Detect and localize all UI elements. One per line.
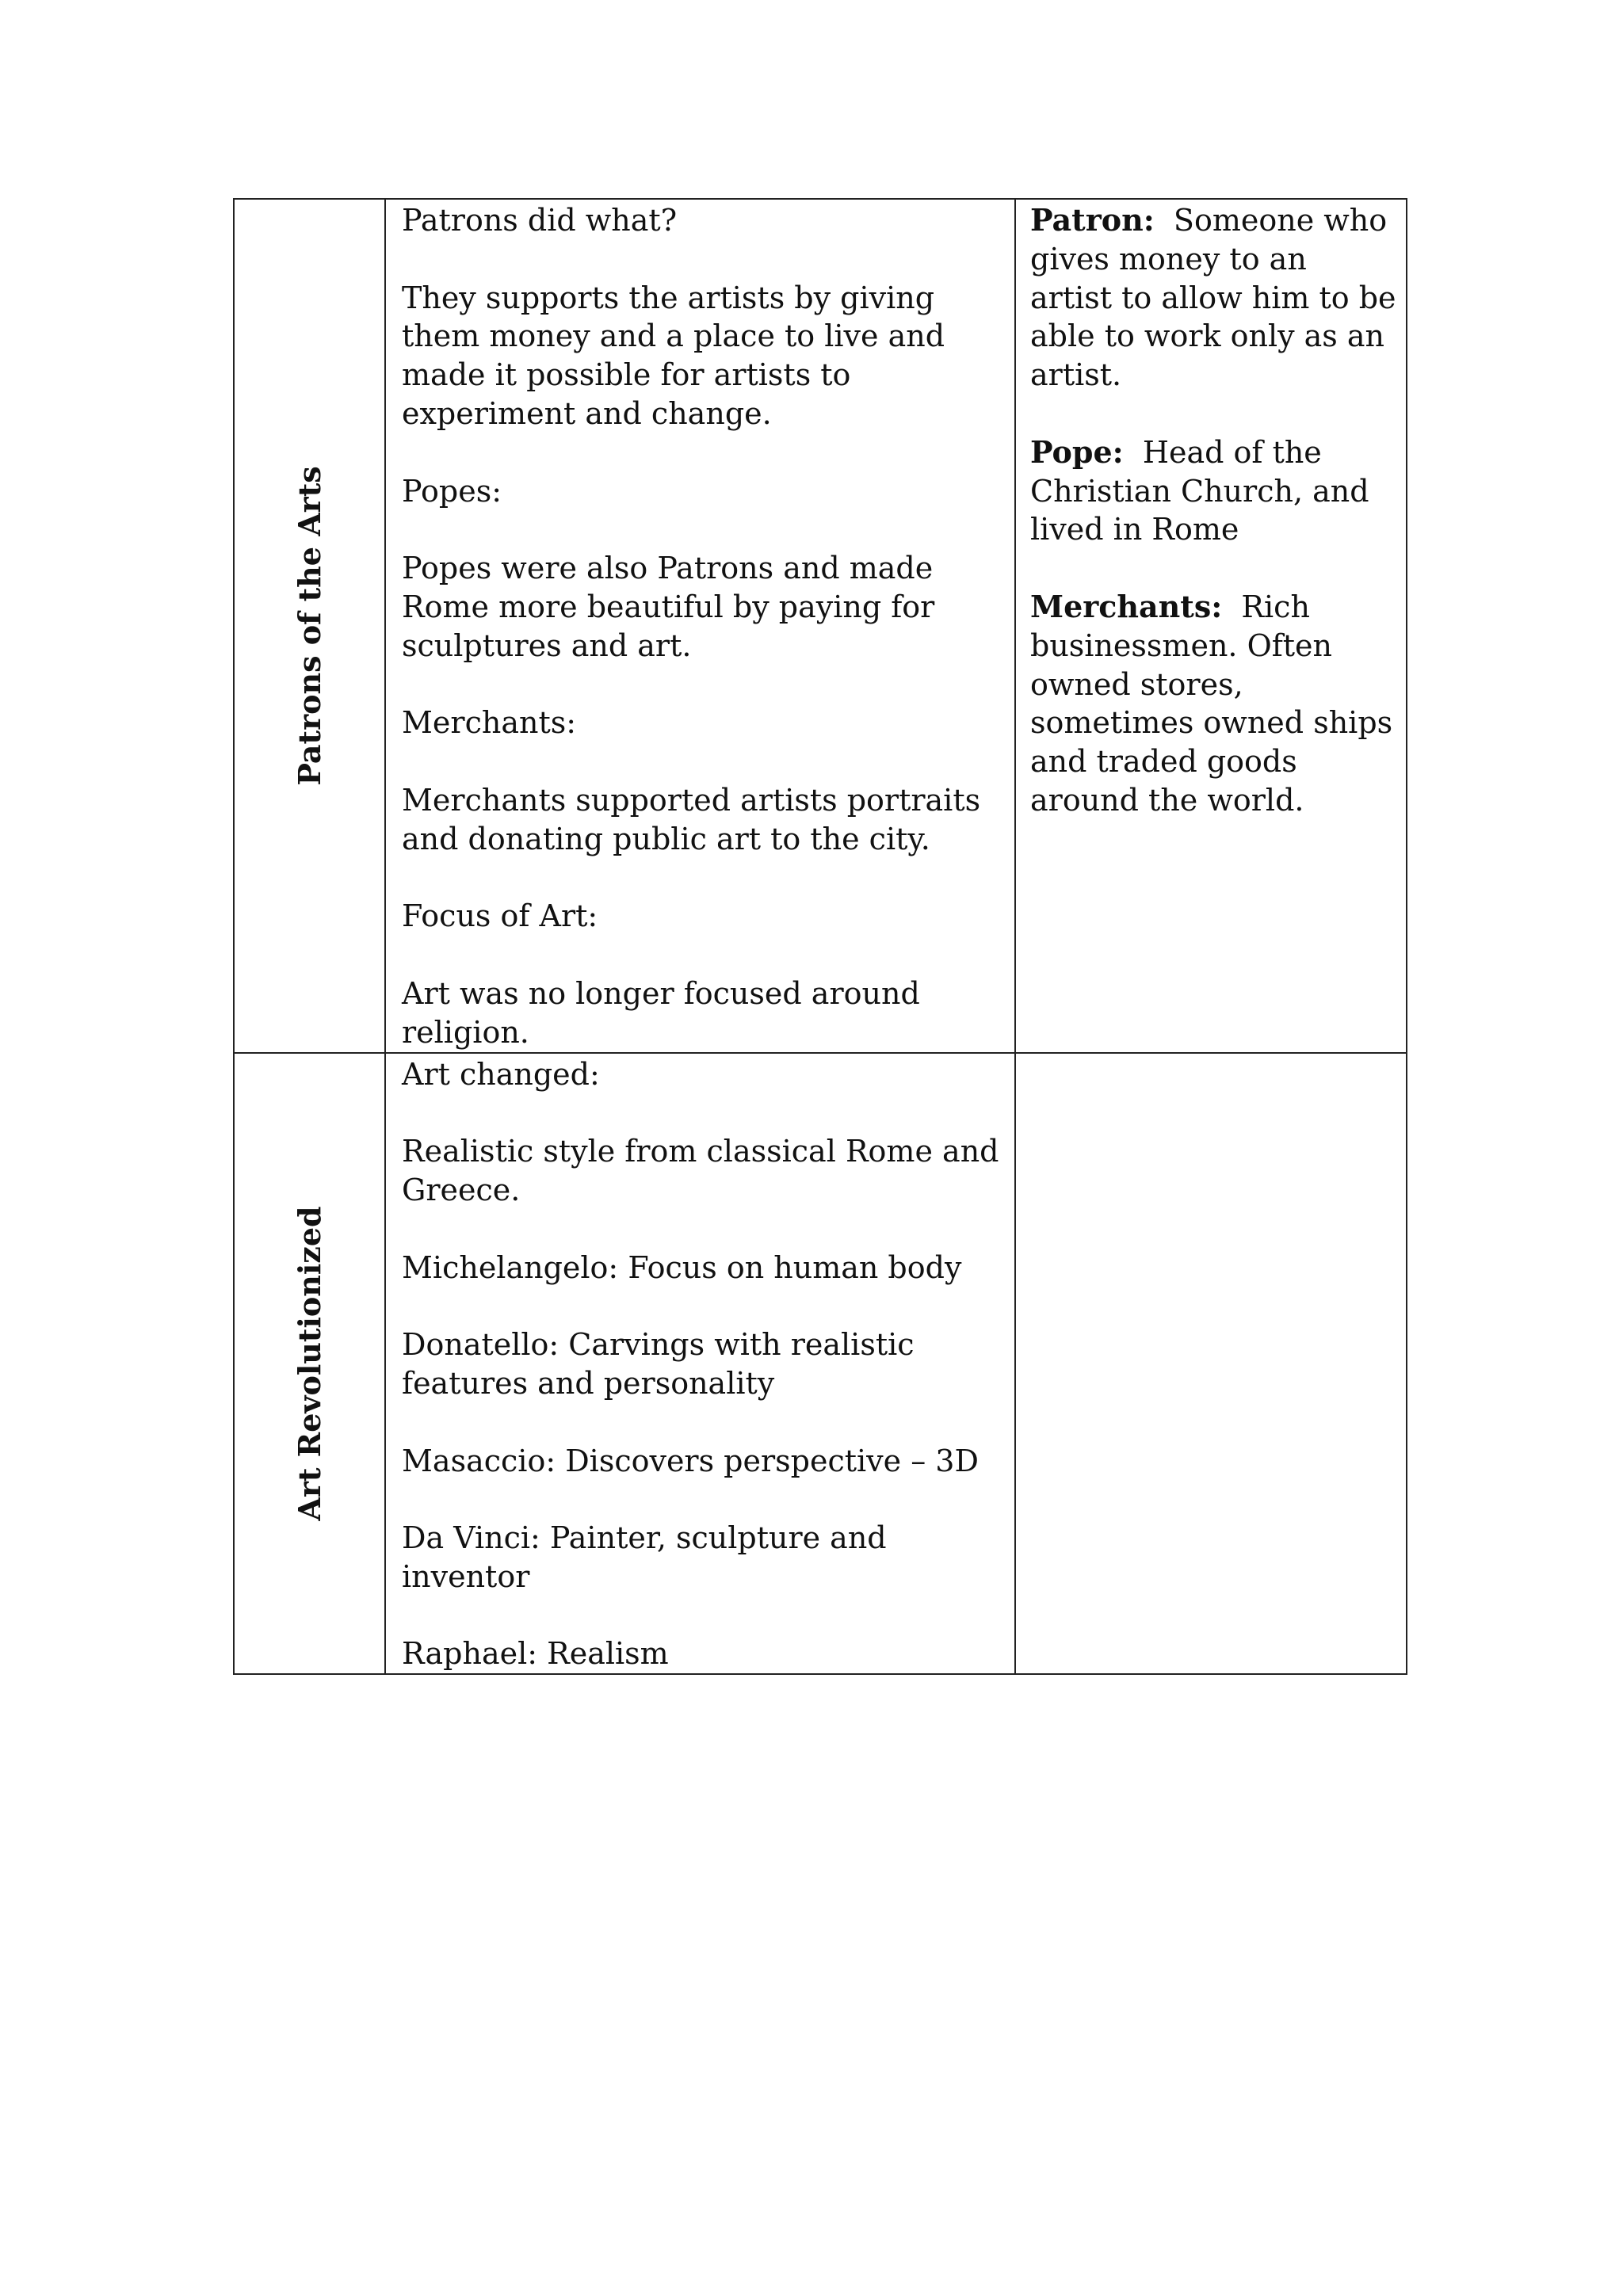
vocabulary-definition: Rich businessmen. Often owned stores, sometimes owned ships and traded goods around the world. [1030, 589, 1393, 818]
vocabulary-definition: Head of the Christian Church, and lived in Rome [1030, 434, 1369, 547]
notes-answer: Da Vinci: Painter, sculpture and inventor [402, 1520, 887, 1594]
vocabulary-term: Pope: [1030, 433, 1124, 470]
vocabulary-entry [1030, 201, 1396, 395]
vocabulary-cell-art-revolutionized [1015, 1053, 1407, 1675]
vocabulary-term: Merchants: [1030, 588, 1223, 624]
vocabulary-term: Patron: [1030, 202, 1155, 238]
notes-question: Patrons did what? [402, 203, 678, 238]
table-row-art-revolutionized [234, 1053, 1407, 1675]
vocabulary-entry [1030, 433, 1396, 549]
topic-cell-patrons [234, 199, 385, 1053]
notes-heading: Art changed: [402, 1056, 600, 1092]
notes-table [233, 198, 1407, 1675]
topic-cell-art-revolutionized [234, 1053, 385, 1675]
table-row-patrons [234, 199, 1407, 1053]
topic-label: Art Revolutionized [291, 1206, 327, 1521]
notes-answer: They supports the artists by giving them money and a place to live and made it possible for artists to experiment and change. [402, 280, 945, 431]
notes-answer: Art was no longer focused around religion. [402, 975, 920, 1050]
notes-answer: Merchants supported artists portraits and donating public art to the city. [402, 782, 981, 856]
vocabulary-definition: Someone who gives money to an artist to allow him to be able to work only as an artist. [1030, 203, 1396, 393]
notes-heading: Focus of Art: [402, 898, 598, 934]
notes-heading: Merchants: [402, 705, 577, 741]
notes-answer: Realistic style from classical Rome and Greece. [402, 1134, 999, 1207]
vocabulary-cell-patrons [1015, 199, 1407, 1053]
notes-answer: Popes were also Patrons and made Rome more beautiful by paying for sculptures and art. [402, 551, 935, 663]
notes-answer: Masaccio: Discovers perspective – 3D [402, 1443, 979, 1478]
vocabulary-entry [1030, 588, 1396, 820]
notes-cell-patrons [385, 199, 1015, 1053]
topic-label: Patrons of the Arts [291, 466, 327, 786]
notes-cell-art-revolutionized [385, 1053, 1015, 1675]
notes-heading: Popes: [402, 473, 502, 509]
notes-answer: Donatello: Carvings with realistic features and personality [402, 1327, 915, 1401]
notes-answer: Michelangelo: Focus on human body [402, 1249, 962, 1285]
notes-answer: Raphael: Realism [402, 1636, 669, 1672]
